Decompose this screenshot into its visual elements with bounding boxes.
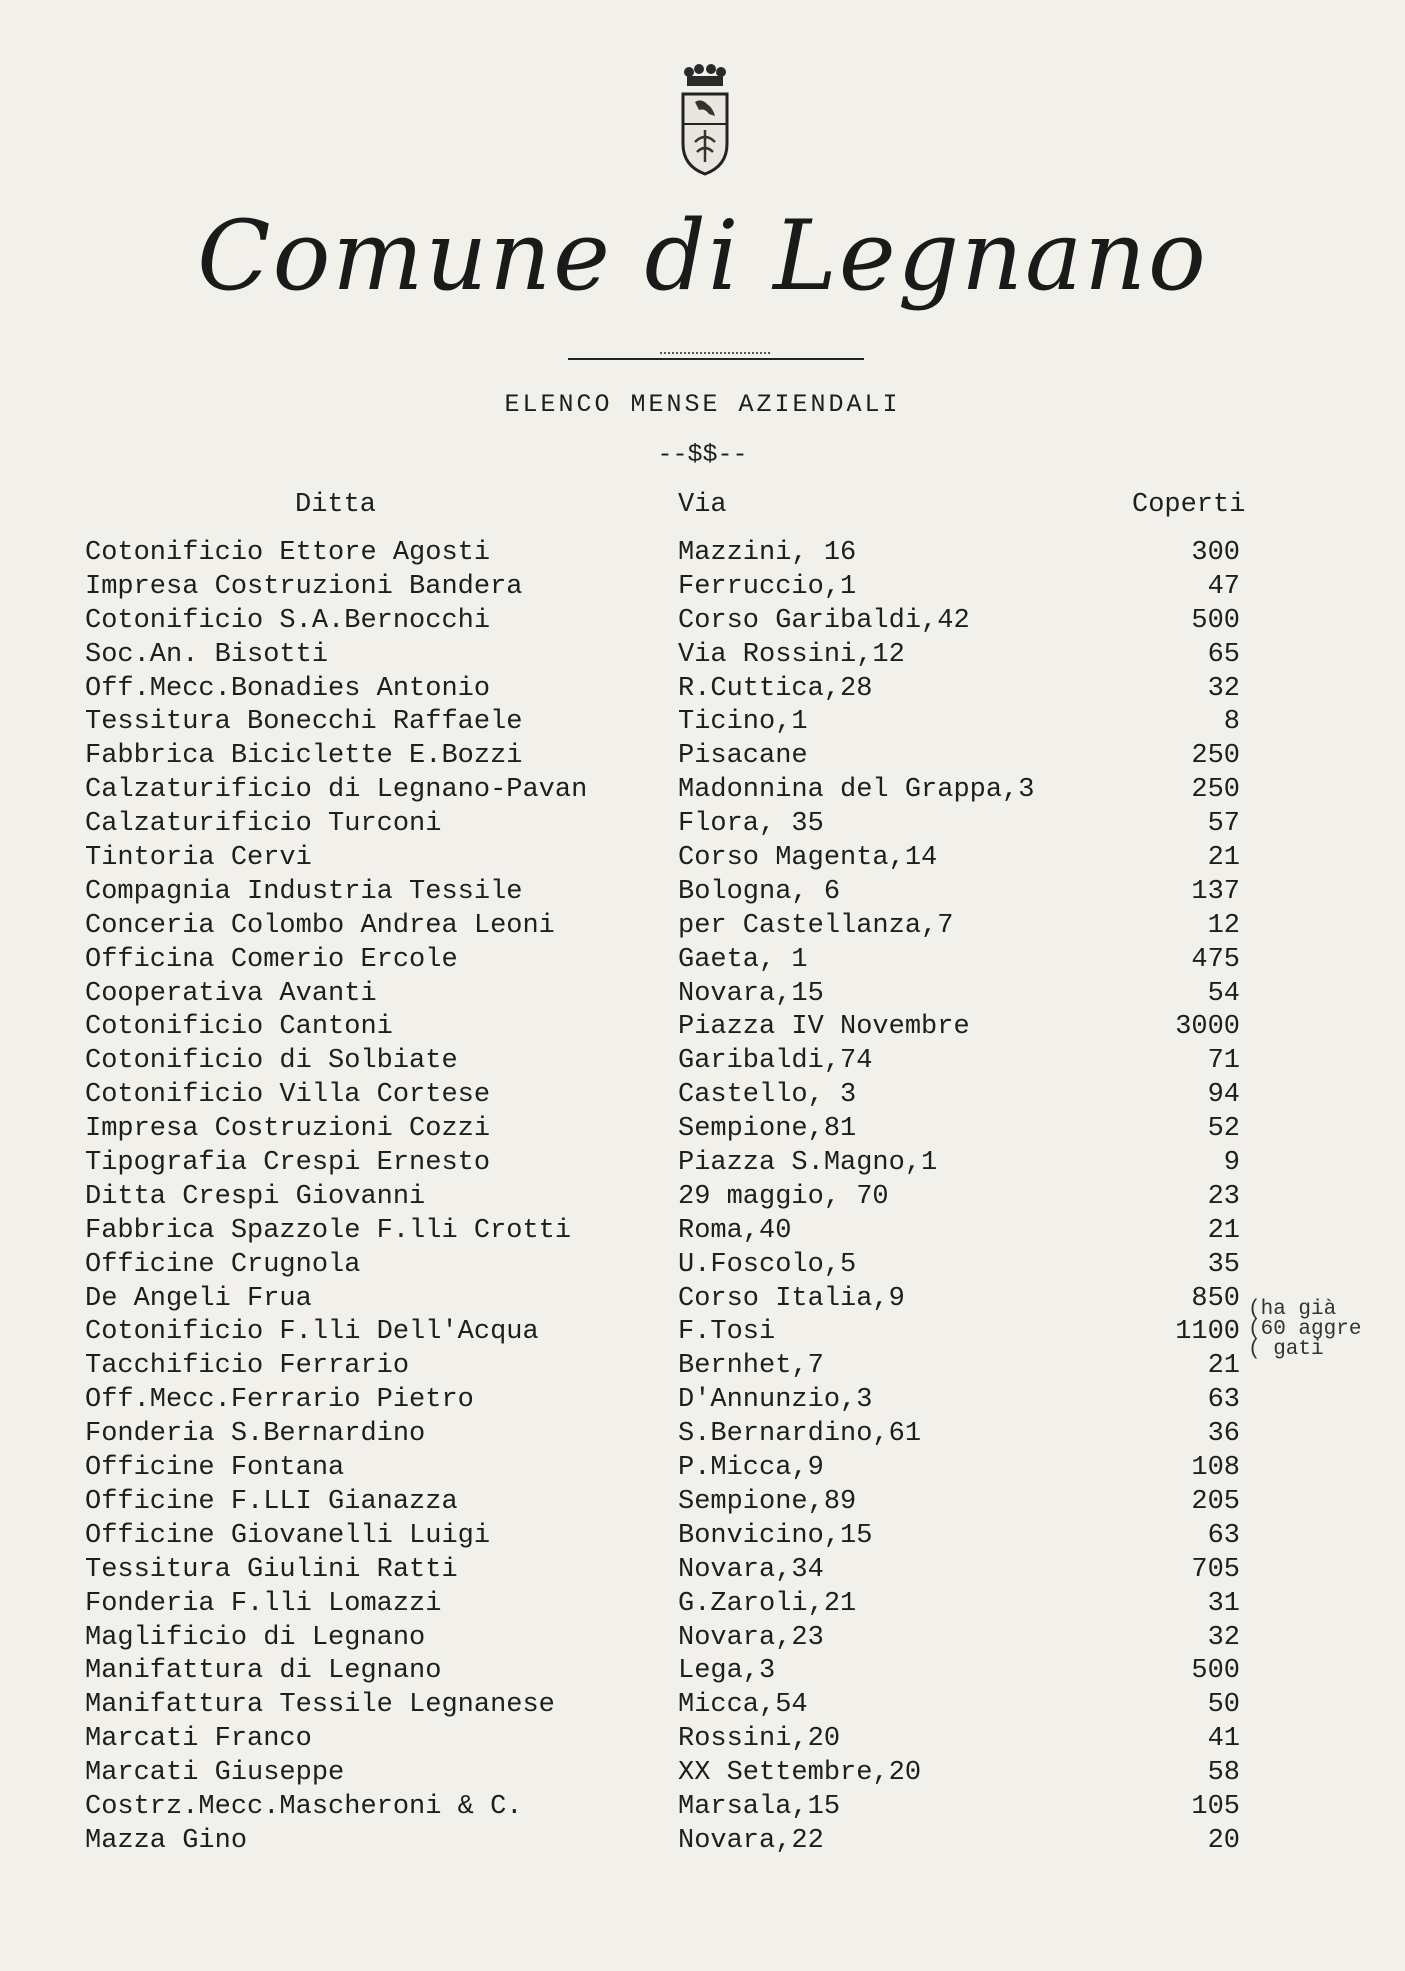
company-seats: 21 — [1207, 843, 1240, 874]
company-name: Compagnia Industria Tessile — [85, 876, 523, 907]
company-list — [0, 538, 1405, 1860]
company-name: Tessitura Bonecchi Raffaele — [85, 707, 523, 738]
list-item — [0, 674, 1405, 708]
company-name: Officine Fontana — [85, 1453, 345, 1484]
company-name: Off.Mecc.Ferrario Pietro — [85, 1385, 474, 1416]
company-address: S.Bernardino,61 — [678, 1419, 922, 1450]
company-address: F.Tosi — [678, 1317, 776, 1348]
list-item — [0, 945, 1405, 979]
company-address: 29 maggio, 70 — [678, 1181, 889, 1212]
company-name: Fonderia F.lli Lomazzi — [85, 1588, 442, 1619]
list-item — [0, 707, 1405, 741]
list-item — [0, 1555, 1405, 1589]
company-name: Off.Mecc.Bonadies Antonio — [85, 673, 491, 704]
company-address: Corso Magenta,14 — [678, 843, 938, 874]
company-seats: 475 — [1191, 944, 1240, 975]
company-name: Fonderia S.Bernardino — [85, 1419, 426, 1450]
company-address: Castello, 3 — [678, 1080, 857, 1111]
company-seats: 137 — [1191, 876, 1240, 907]
list-item — [0, 1216, 1405, 1250]
company-address: Bernhet,7 — [678, 1351, 824, 1382]
company-name: Tacchificio Ferrario — [85, 1351, 410, 1382]
list-item — [0, 1283, 1405, 1321]
company-seats: 71 — [1207, 1046, 1240, 1077]
list-item — [0, 1826, 1405, 1860]
list-item — [0, 1656, 1405, 1690]
company-seats: 108 — [1191, 1453, 1240, 1484]
list-item — [0, 1012, 1405, 1046]
company-seats: 35 — [1207, 1249, 1240, 1280]
company-name: Officine Crugnola — [85, 1249, 361, 1280]
list-item — [0, 1453, 1405, 1487]
company-name: De Angeli Frua — [85, 1283, 312, 1314]
list-item — [0, 843, 1405, 877]
company-seats: 54 — [1207, 978, 1240, 1009]
company-name: Marcati Franco — [85, 1724, 312, 1755]
list-item — [0, 1182, 1405, 1216]
company-seats: 850 — [1191, 1283, 1240, 1314]
list-item — [0, 606, 1405, 640]
company-address: Madonnina del Grappa,3 — [678, 775, 1035, 806]
company-name: Cotonificio Villa Cortese — [85, 1080, 491, 1111]
list-item — [0, 538, 1405, 572]
company-address: XX Settembre,20 — [678, 1758, 922, 1789]
company-name: Officina Comerio Ercole — [85, 944, 458, 975]
company-address: D'Annunzio,3 — [678, 1385, 873, 1416]
company-address: Ferruccio,1 — [678, 571, 857, 602]
list-item — [0, 1623, 1405, 1657]
title-underline-dots — [660, 352, 770, 354]
company-address: G.Zaroli,21 — [678, 1588, 857, 1619]
coat-of-arms-icon — [675, 62, 735, 182]
list-item — [0, 809, 1405, 843]
column-header-coperti: Coperti — [1132, 490, 1246, 520]
company-address: Corso Garibaldi,42 — [678, 605, 970, 636]
company-seats: 20 — [1207, 1825, 1240, 1856]
company-name: Impresa Costruzioni Cozzi — [85, 1114, 491, 1145]
company-seats: 23 — [1207, 1181, 1240, 1212]
company-address: Micca,54 — [678, 1690, 808, 1721]
list-item — [0, 1758, 1405, 1792]
company-name: Manifattura Tessile Legnanese — [85, 1690, 555, 1721]
company-address: Sempione,81 — [678, 1114, 857, 1145]
company-address: P.Micca,9 — [678, 1453, 824, 1484]
list-item — [0, 1521, 1405, 1555]
company-address: Corso Italia,9 — [678, 1283, 905, 1314]
company-address: Novara,23 — [678, 1622, 824, 1653]
company-address: Mazzini, 16 — [678, 538, 857, 568]
company-address: Novara,34 — [678, 1554, 824, 1585]
company-seats: 105 — [1191, 1791, 1240, 1822]
company-address: Novara,22 — [678, 1825, 824, 1856]
list-item — [0, 1317, 1405, 1351]
company-seats: 94 — [1207, 1080, 1240, 1111]
company-seats: 58 — [1207, 1758, 1240, 1789]
company-seats: 250 — [1191, 741, 1240, 772]
company-address: Roma,40 — [678, 1215, 792, 1246]
company-address: Gaeta, 1 — [678, 944, 808, 975]
company-seats: 205 — [1191, 1486, 1240, 1517]
list-item — [0, 1046, 1405, 1080]
company-name: Cotonificio di Solbiate — [85, 1046, 458, 1077]
company-seats: 41 — [1207, 1724, 1240, 1755]
company-name: Fabbrica Spazzole F.lli Crotti — [85, 1215, 572, 1246]
list-item — [0, 911, 1405, 945]
company-address: Garibaldi,74 — [678, 1046, 873, 1077]
list-item — [0, 775, 1405, 809]
list-item — [0, 877, 1405, 911]
company-seats: 705 — [1191, 1554, 1240, 1585]
company-name: Tipografia Crespi Ernesto — [85, 1148, 491, 1179]
company-address: Marsala,15 — [678, 1791, 841, 1822]
company-seats: 52 — [1207, 1114, 1240, 1145]
list-item — [0, 1419, 1405, 1453]
list-title-decoration: --$$-- — [657, 440, 748, 469]
list-item — [0, 1724, 1405, 1758]
company-address: Piazza S.Magno,1 — [678, 1148, 938, 1179]
company-name: Marcati Giuseppe — [85, 1758, 345, 1789]
column-header-ditta: Ditta — [295, 490, 377, 520]
list-item — [0, 572, 1405, 606]
company-name: Officine Giovanelli Luigi — [85, 1520, 491, 1551]
company-seats: 8 — [1223, 707, 1240, 738]
company-name: Cooperativa Avanti — [85, 978, 377, 1009]
list-title: ELENCO MENSE AZIENDALI — [504, 390, 901, 419]
company-name: Maglificio di Legnano — [85, 1622, 426, 1653]
list-item — [0, 1589, 1405, 1623]
list-item — [0, 1351, 1405, 1385]
company-seats: 65 — [1207, 639, 1240, 670]
company-seats: 36 — [1207, 1419, 1240, 1450]
list-item — [0, 1250, 1405, 1284]
company-address: Bologna, 6 — [678, 876, 841, 907]
list-item — [0, 1080, 1405, 1114]
company-seats: 250 — [1191, 775, 1240, 806]
list-item — [0, 1385, 1405, 1419]
company-name: Officine F.LLI Gianazza — [85, 1486, 458, 1517]
company-name: Calzaturificio Turconi — [85, 809, 442, 840]
list-item — [0, 1690, 1405, 1724]
company-name: Fabbrica Biciclette E.Bozzi — [85, 741, 523, 772]
company-seats: 1100 — [1175, 1317, 1240, 1348]
company-seats: 9 — [1223, 1148, 1240, 1179]
company-address: Bonvicino,15 — [678, 1520, 873, 1551]
page-title: Comune di Legnano — [197, 200, 1208, 312]
company-address: Novara,15 — [678, 978, 824, 1009]
company-name: Manifattura di Legnano — [85, 1656, 442, 1687]
margin-note — [1248, 1300, 1361, 1360]
company-name: Impresa Costruzioni Bandera — [85, 571, 523, 602]
company-name: Soc.An. Bisotti — [85, 639, 329, 670]
company-name: Costrz.Mecc.Mascheroni & C. — [85, 1791, 523, 1822]
company-seats: 21 — [1207, 1215, 1240, 1246]
company-seats: 47 — [1207, 571, 1240, 602]
list-item — [0, 1792, 1405, 1826]
company-name: Cotonificio F.lli Dell'Acqua — [85, 1317, 539, 1348]
list-item — [0, 979, 1405, 1013]
company-address: Rossini,20 — [678, 1724, 841, 1755]
company-name: Cotonificio S.A.Bernocchi — [85, 605, 491, 636]
company-address: Ticino,1 — [678, 707, 808, 738]
company-seats: 32 — [1207, 673, 1240, 704]
company-address: Via Rossini,12 — [678, 639, 905, 670]
company-address: Pisacane — [678, 741, 808, 772]
company-seats: 50 — [1207, 1690, 1240, 1721]
title-underline — [568, 358, 864, 360]
company-seats: 12 — [1207, 910, 1240, 941]
company-name: Conceria Colombo Andrea Leoni — [85, 910, 555, 941]
company-name: Mazza Gino — [85, 1825, 248, 1856]
company-address: per Castellanza,7 — [678, 910, 954, 941]
list-item — [0, 1148, 1405, 1182]
company-name: Tessitura Giulini Ratti — [85, 1554, 458, 1585]
margin-note-line: (ha già — [1248, 1298, 1337, 1321]
company-address: Flora, 35 — [678, 809, 824, 840]
company-seats: 31 — [1207, 1588, 1240, 1619]
list-item — [0, 640, 1405, 674]
company-name: Tintoria Cervi — [85, 843, 312, 874]
margin-note-line: ( gati — [1248, 1338, 1324, 1361]
list-item — [0, 741, 1405, 775]
list-item — [0, 1487, 1405, 1521]
margin-note-line: (60 aggre — [1248, 1318, 1362, 1341]
company-seats: 300 — [1191, 538, 1240, 568]
company-seats: 63 — [1207, 1385, 1240, 1416]
company-address: R.Cuttica,28 — [678, 673, 873, 704]
company-address: Piazza IV Novembre — [678, 1012, 970, 1043]
company-address: U.Foscolo,5 — [678, 1249, 857, 1280]
company-address: Sempione,89 — [678, 1486, 857, 1517]
company-name: Cotonificio Cantoni — [85, 1012, 393, 1043]
company-name: Cotonificio Ettore Agosti — [85, 538, 491, 568]
company-address: Lega,3 — [678, 1656, 776, 1687]
company-seats: 63 — [1207, 1520, 1240, 1551]
company-seats: 3000 — [1175, 1012, 1240, 1043]
company-seats: 32 — [1207, 1622, 1240, 1653]
company-seats: 21 — [1207, 1351, 1240, 1382]
list-item — [0, 1114, 1405, 1148]
column-header-via: Via — [678, 490, 727, 520]
company-seats: 500 — [1191, 1656, 1240, 1687]
company-seats: 500 — [1191, 605, 1240, 636]
company-name: Ditta Crespi Giovanni — [85, 1181, 426, 1212]
company-seats: 57 — [1207, 809, 1240, 840]
company-name: Calzaturificio di Legnano-Pavan — [85, 775, 588, 806]
